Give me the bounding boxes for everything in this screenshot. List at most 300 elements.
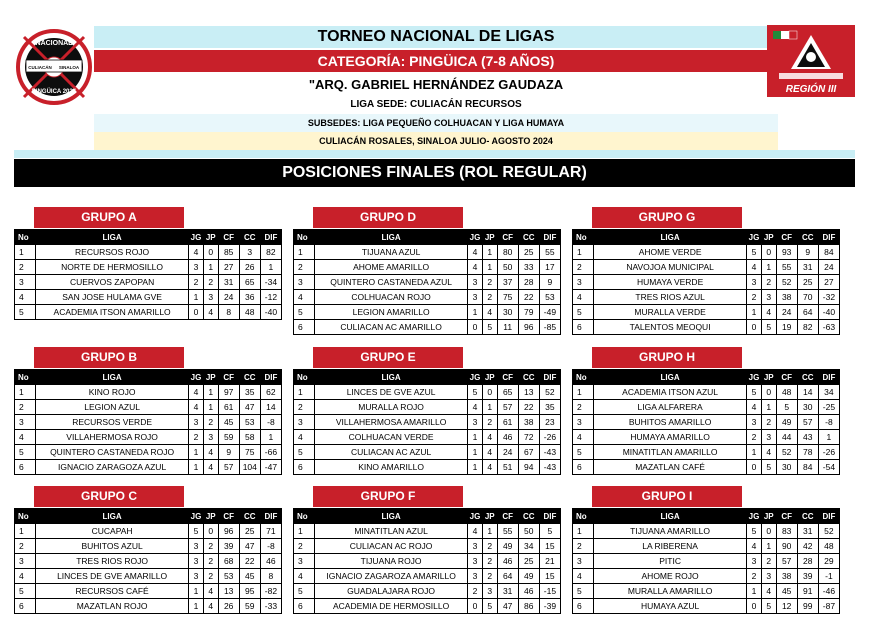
- cell-cc: 14: [797, 385, 818, 400]
- column-header-liga: LIGA: [315, 230, 468, 245]
- cell-cc: 70: [797, 290, 818, 305]
- cell-cc: 31: [797, 260, 818, 275]
- cell-jp: 2: [482, 415, 497, 430]
- cell-jp: 1: [203, 400, 218, 415]
- cell-cc: 35: [239, 385, 260, 400]
- column-header-cf: CF: [776, 509, 797, 524]
- cell-cc: 47: [239, 400, 260, 415]
- cell-dif: -26: [539, 430, 560, 445]
- standings-table: [293, 369, 561, 475]
- cell-dif: -8: [260, 415, 281, 430]
- cell-cf: 64: [497, 569, 518, 584]
- table-row: [15, 599, 282, 614]
- cell-jp: 4: [482, 430, 497, 445]
- cell-liga: LA RIBERENA: [594, 539, 747, 554]
- section-banner: POSICIONES FINALES (ROL REGULAR): [14, 159, 855, 187]
- cell-dif: 9: [539, 275, 560, 290]
- cell-liga: COLHUACAN ROJO: [315, 290, 468, 305]
- cell-liga: CUCAPAH: [36, 524, 189, 539]
- column-header-jg: JG: [468, 509, 483, 524]
- column-header-jp: JP: [761, 509, 776, 524]
- cell-cf: 24: [218, 290, 239, 305]
- cell-no: 2: [573, 400, 594, 415]
- table-row: [294, 385, 561, 400]
- cell-no: 2: [15, 400, 36, 415]
- column-header-dif: DIF: [818, 370, 839, 385]
- cell-cc: 47: [239, 539, 260, 554]
- column-header-liga: LIGA: [36, 370, 189, 385]
- cell-jg: 0: [468, 320, 483, 335]
- column-header-dif: DIF: [260, 230, 281, 245]
- cell-liga: HUMAYA VERDE: [594, 275, 747, 290]
- cell-jg: 3: [468, 554, 483, 569]
- column-header-jg: JG: [747, 230, 762, 245]
- table-row: [15, 445, 282, 460]
- standings-table: [572, 229, 840, 335]
- cell-jg: 1: [468, 430, 483, 445]
- cell-liga: PITIC: [594, 554, 747, 569]
- cell-no: 5: [294, 584, 315, 599]
- cell-dif: 5: [539, 524, 560, 539]
- table-row: [15, 415, 282, 430]
- cell-cc: 49: [518, 569, 539, 584]
- cell-no: 6: [15, 460, 36, 475]
- cell-cc: 50: [518, 524, 539, 539]
- table-row: [294, 554, 561, 569]
- column-header-jp: JP: [482, 370, 497, 385]
- table-header-row: [294, 230, 561, 245]
- cell-jg: 2: [747, 430, 762, 445]
- table-row: [573, 320, 840, 335]
- cell-dif: -43: [539, 445, 560, 460]
- cell-no: 1: [15, 245, 36, 260]
- cell-jg: 5: [747, 524, 762, 539]
- cell-cc: 99: [797, 599, 818, 614]
- table-row: [15, 554, 282, 569]
- column-header-jg: JG: [747, 509, 762, 524]
- cell-jg: 1: [189, 599, 204, 614]
- cell-no: 4: [15, 569, 36, 584]
- cell-jp: 2: [482, 554, 497, 569]
- cell-cf: 26: [218, 599, 239, 614]
- table-row: [294, 569, 561, 584]
- cell-cf: 49: [776, 415, 797, 430]
- column-header-liga: LIGA: [36, 509, 189, 524]
- column-header-no: No: [15, 230, 36, 245]
- standings-table: [14, 508, 282, 614]
- cell-jp: 4: [761, 584, 776, 599]
- cell-cc: 3: [239, 245, 260, 260]
- cell-jg: 4: [189, 400, 204, 415]
- column-header-dif: DIF: [818, 230, 839, 245]
- cell-cc: 31: [797, 524, 818, 539]
- column-header-liga: LIGA: [594, 509, 747, 524]
- cell-cf: 8: [218, 305, 239, 320]
- cell-cf: 75: [497, 290, 518, 305]
- cell-jp: 4: [203, 460, 218, 475]
- table-row: [294, 445, 561, 460]
- cell-jg: 5: [747, 385, 762, 400]
- cell-liga: NAVOJOA MUNICIPAL: [594, 260, 747, 275]
- cell-jp: 1: [203, 260, 218, 275]
- group-title: GRUPO G: [592, 207, 742, 228]
- region-logo-text: REGIÓN III: [785, 84, 837, 95]
- cell-liga: TIJUANA AZUL: [315, 245, 468, 260]
- cell-dif: 15: [539, 539, 560, 554]
- cell-dif: 23: [539, 415, 560, 430]
- cell-dif: 82: [260, 245, 281, 260]
- cell-cc: 82: [797, 320, 818, 335]
- table-row: [573, 445, 840, 460]
- logo-left-left-text: CULIACÁN: [28, 65, 52, 70]
- cell-cf: 13: [218, 584, 239, 599]
- cell-cf: 38: [776, 290, 797, 305]
- logo-left-right-text: SINALOA: [58, 65, 80, 70]
- cell-liga: CULIACAN AC ROJO: [315, 539, 468, 554]
- cell-cc: 30: [797, 400, 818, 415]
- table-header-row: [15, 509, 282, 524]
- cell-liga: RECURSOS VERDE: [36, 415, 189, 430]
- cell-jp: 3: [482, 584, 497, 599]
- cell-jg: 3: [747, 554, 762, 569]
- cell-no: 6: [294, 460, 315, 475]
- table-header-row: [573, 509, 840, 524]
- cell-dif: 55: [539, 245, 560, 260]
- column-header-dif: DIF: [818, 509, 839, 524]
- column-header-cc: CC: [797, 509, 818, 524]
- cell-jg: 2: [747, 569, 762, 584]
- host-league-line: LIGA SEDE: CULIACÁN RECURSOS: [94, 96, 778, 114]
- cell-liga: RECURSOS CAFÉ: [36, 584, 189, 599]
- cell-liga: NORTE DE HERMOSILLO: [36, 260, 189, 275]
- column-header-jp: JP: [761, 230, 776, 245]
- cell-cf: 51: [497, 460, 518, 475]
- column-header-liga: LIGA: [594, 370, 747, 385]
- cell-jp: 5: [761, 460, 776, 475]
- cell-jg: 5: [747, 245, 762, 260]
- cell-cc: 104: [239, 460, 260, 475]
- cell-dif: 1: [260, 260, 281, 275]
- cell-jp: 4: [203, 445, 218, 460]
- cell-jp: 3: [203, 430, 218, 445]
- cell-jg: 1: [468, 460, 483, 475]
- cell-jp: 0: [761, 385, 776, 400]
- cell-liga: AHOME VERDE: [594, 245, 747, 260]
- cell-cf: 90: [776, 539, 797, 554]
- honoree-line: "ARQ. GABRIEL HERNÁNDEZ GAUDAZA: [94, 74, 778, 96]
- cell-jp: 2: [203, 554, 218, 569]
- cell-jp: 2: [482, 275, 497, 290]
- cell-no: 5: [294, 445, 315, 460]
- column-header-cc: CC: [518, 509, 539, 524]
- cell-jp: 3: [761, 290, 776, 305]
- table-row: [573, 260, 840, 275]
- cell-cc: 67: [518, 445, 539, 460]
- column-header-jp: JP: [203, 370, 218, 385]
- column-header-no: No: [15, 370, 36, 385]
- cell-jg: 0: [747, 320, 762, 335]
- cell-liga: IGNACIO ZAGAROZA AMARILLO: [315, 569, 468, 584]
- standings-table: [14, 369, 282, 475]
- cell-no: 3: [294, 554, 315, 569]
- cell-cc: 45: [239, 569, 260, 584]
- cell-cc: 25: [518, 245, 539, 260]
- cell-jg: 0: [189, 305, 204, 320]
- cell-dif: -25: [818, 400, 839, 415]
- cell-no: 4: [294, 430, 315, 445]
- cell-dif: -85: [539, 320, 560, 335]
- cell-liga: COLHUACAN VERDE: [315, 430, 468, 445]
- cell-jp: 2: [203, 275, 218, 290]
- cell-no: 2: [573, 260, 594, 275]
- cell-cf: 38: [776, 569, 797, 584]
- cell-dif: -43: [539, 460, 560, 475]
- cell-no: 1: [15, 524, 36, 539]
- cell-liga: TIJUANA AMARILLO: [594, 524, 747, 539]
- cell-cf: 57: [776, 554, 797, 569]
- cell-cc: 25: [797, 275, 818, 290]
- cell-liga: ACADEMIA ITSON AMARILLO: [36, 305, 189, 320]
- cell-no: 4: [15, 290, 36, 305]
- cell-cf: 61: [497, 415, 518, 430]
- cell-jp: 4: [203, 305, 218, 320]
- cell-cf: 93: [776, 245, 797, 260]
- cell-jp: 4: [761, 305, 776, 320]
- cell-no: 3: [15, 415, 36, 430]
- table-header-row: [15, 230, 282, 245]
- cell-no: 6: [294, 599, 315, 614]
- column-header-dif: DIF: [260, 509, 281, 524]
- cell-jp: 2: [761, 554, 776, 569]
- cell-jp: 4: [482, 460, 497, 475]
- cell-no: 1: [294, 524, 315, 539]
- table-row: [294, 275, 561, 290]
- cell-cc: 46: [518, 584, 539, 599]
- cell-no: 6: [294, 320, 315, 335]
- cell-cc: 25: [518, 554, 539, 569]
- column-header-cc: CC: [239, 509, 260, 524]
- cell-jp: 1: [761, 260, 776, 275]
- column-header-no: No: [15, 509, 36, 524]
- cell-no: 6: [573, 460, 594, 475]
- cell-dif: 35: [539, 400, 560, 415]
- column-header-liga: LIGA: [315, 509, 468, 524]
- cell-dif: 48: [818, 539, 839, 554]
- cell-jp: 3: [761, 430, 776, 445]
- cell-jg: 1: [189, 584, 204, 599]
- cell-jp: 4: [761, 445, 776, 460]
- cell-jg: 1: [747, 445, 762, 460]
- column-header-jg: JG: [468, 230, 483, 245]
- cell-cf: 46: [497, 554, 518, 569]
- cell-no: 2: [294, 539, 315, 554]
- column-header-no: No: [294, 370, 315, 385]
- cell-dif: 84: [818, 245, 839, 260]
- cell-jg: 0: [468, 599, 483, 614]
- cell-cf: 44: [776, 430, 797, 445]
- cell-cf: 85: [218, 245, 239, 260]
- table-row: [15, 245, 282, 260]
- cell-jg: 2: [189, 430, 204, 445]
- column-header-dif: DIF: [539, 230, 560, 245]
- column-header-jp: JP: [482, 509, 497, 524]
- cell-no: 1: [294, 245, 315, 260]
- table-row: [294, 400, 561, 415]
- cell-cf: 55: [776, 260, 797, 275]
- cell-cf: 37: [497, 275, 518, 290]
- table-row: [294, 584, 561, 599]
- cell-jp: 1: [761, 400, 776, 415]
- cell-cf: 24: [497, 445, 518, 460]
- table-row: [573, 275, 840, 290]
- cell-liga: SAN JOSE HULAMA GVE: [36, 290, 189, 305]
- cell-cf: 45: [776, 584, 797, 599]
- cell-cf: 30: [497, 305, 518, 320]
- cell-liga: VILLAHERMOSA ROJO: [36, 430, 189, 445]
- column-header-jp: JP: [482, 230, 497, 245]
- cell-dif: 24: [818, 260, 839, 275]
- column-header-jg: JG: [189, 370, 204, 385]
- column-header-cf: CF: [497, 230, 518, 245]
- cell-no: 3: [573, 554, 594, 569]
- table-row: [573, 599, 840, 614]
- cell-jg: 2: [468, 584, 483, 599]
- cell-cf: 65: [497, 385, 518, 400]
- cell-no: 4: [573, 569, 594, 584]
- cell-no: 5: [294, 305, 315, 320]
- cell-liga: KINO ROJO: [36, 385, 189, 400]
- cell-cf: 46: [497, 430, 518, 445]
- group-title: GRUPO F: [313, 486, 463, 507]
- cell-cf: 39: [218, 539, 239, 554]
- table-row: [294, 245, 561, 260]
- column-header-cf: CF: [497, 509, 518, 524]
- cell-cc: 58: [239, 430, 260, 445]
- cell-cf: 52: [776, 275, 797, 290]
- standings-table: [572, 369, 840, 475]
- cell-cc: 39: [797, 569, 818, 584]
- cell-dif: 8: [260, 569, 281, 584]
- cell-jp: 0: [203, 524, 218, 539]
- cell-cc: 65: [239, 275, 260, 290]
- cell-dif: 52: [539, 385, 560, 400]
- cell-no: 4: [573, 290, 594, 305]
- cell-no: 6: [573, 599, 594, 614]
- cell-jg: 3: [189, 569, 204, 584]
- cell-liga: BUHITOS AZUL: [36, 539, 189, 554]
- column-header-no: No: [294, 509, 315, 524]
- tournament-logo-left: [14, 27, 94, 107]
- cell-jg: 1: [747, 584, 762, 599]
- table-header-row: [15, 370, 282, 385]
- table-header-row: [294, 370, 561, 385]
- group-title: GRUPO B: [34, 347, 184, 368]
- cell-liga: AHOME ROJO: [594, 569, 747, 584]
- table-row: [15, 400, 282, 415]
- document-header: [14, 22, 855, 158]
- cell-cf: 11: [497, 320, 518, 335]
- standings-table: [14, 229, 282, 320]
- cell-cc: 84: [797, 460, 818, 475]
- cell-cc: 26: [239, 260, 260, 275]
- cell-cf: 55: [497, 524, 518, 539]
- cell-dif: -33: [260, 599, 281, 614]
- cell-jg: 4: [747, 539, 762, 554]
- cell-cc: 34: [518, 539, 539, 554]
- cell-dif: 29: [818, 554, 839, 569]
- cell-jg: 2: [189, 275, 204, 290]
- table-row: [294, 290, 561, 305]
- column-header-cc: CC: [797, 230, 818, 245]
- column-header-jg: JG: [189, 230, 204, 245]
- cell-dif: 15: [539, 569, 560, 584]
- cell-liga: VILLAHERMOSA AMARILLO: [315, 415, 468, 430]
- cell-dif: 17: [539, 260, 560, 275]
- column-header-no: No: [294, 230, 315, 245]
- cell-jg: 4: [189, 385, 204, 400]
- cell-dif: -87: [818, 599, 839, 614]
- table-row: [573, 569, 840, 584]
- cell-jp: 2: [482, 539, 497, 554]
- cell-dif: 27: [818, 275, 839, 290]
- cell-jg: 0: [747, 599, 762, 614]
- cell-cf: 96: [218, 524, 239, 539]
- column-header-cf: CF: [497, 370, 518, 385]
- cell-cf: 48: [776, 385, 797, 400]
- cell-dif: -40: [818, 305, 839, 320]
- cell-liga: MAZATLAN ROJO: [36, 599, 189, 614]
- cell-no: 2: [294, 400, 315, 415]
- logo-left-bottom-text: PINGÜICA 2024: [31, 89, 77, 95]
- column-header-cc: CC: [239, 370, 260, 385]
- cell-cc: 86: [518, 599, 539, 614]
- cell-liga: QUINTERO CASTANEDA ROJO: [36, 445, 189, 460]
- cell-liga: IGNACIO ZARAGOZA AZUL: [36, 460, 189, 475]
- cell-no: 3: [294, 415, 315, 430]
- cell-liga: LINCES DE GVE AMARILLO: [36, 569, 189, 584]
- cell-no: 1: [294, 385, 315, 400]
- cell-jp: 1: [482, 260, 497, 275]
- cell-liga: CULIACAN AC AMARILLO: [315, 320, 468, 335]
- cell-dif: -15: [539, 584, 560, 599]
- cell-cf: 19: [776, 320, 797, 335]
- cell-no: 1: [573, 245, 594, 260]
- cell-jg: 3: [189, 539, 204, 554]
- cell-jp: 1: [482, 245, 497, 260]
- table-row: [294, 460, 561, 475]
- cell-cf: 83: [776, 524, 797, 539]
- table-row: [294, 524, 561, 539]
- cell-liga: TRES RIOS AZUL: [594, 290, 747, 305]
- table-row: [15, 275, 282, 290]
- cell-dif: 34: [818, 385, 839, 400]
- column-header-cc: CC: [239, 230, 260, 245]
- cell-jg: 3: [189, 260, 204, 275]
- cell-cc: 59: [239, 599, 260, 614]
- cell-cc: 9: [797, 245, 818, 260]
- cell-cf: 24: [776, 305, 797, 320]
- cell-no: 2: [573, 539, 594, 554]
- cell-jp: 5: [482, 320, 497, 335]
- group-title: GRUPO D: [313, 207, 463, 228]
- group-title: GRUPO H: [592, 347, 742, 368]
- table-row: [294, 320, 561, 335]
- cell-jg: 0: [747, 460, 762, 475]
- cell-dif: -46: [818, 584, 839, 599]
- table-row: [294, 539, 561, 554]
- cell-dif: 1: [818, 430, 839, 445]
- cell-dif: -39: [539, 599, 560, 614]
